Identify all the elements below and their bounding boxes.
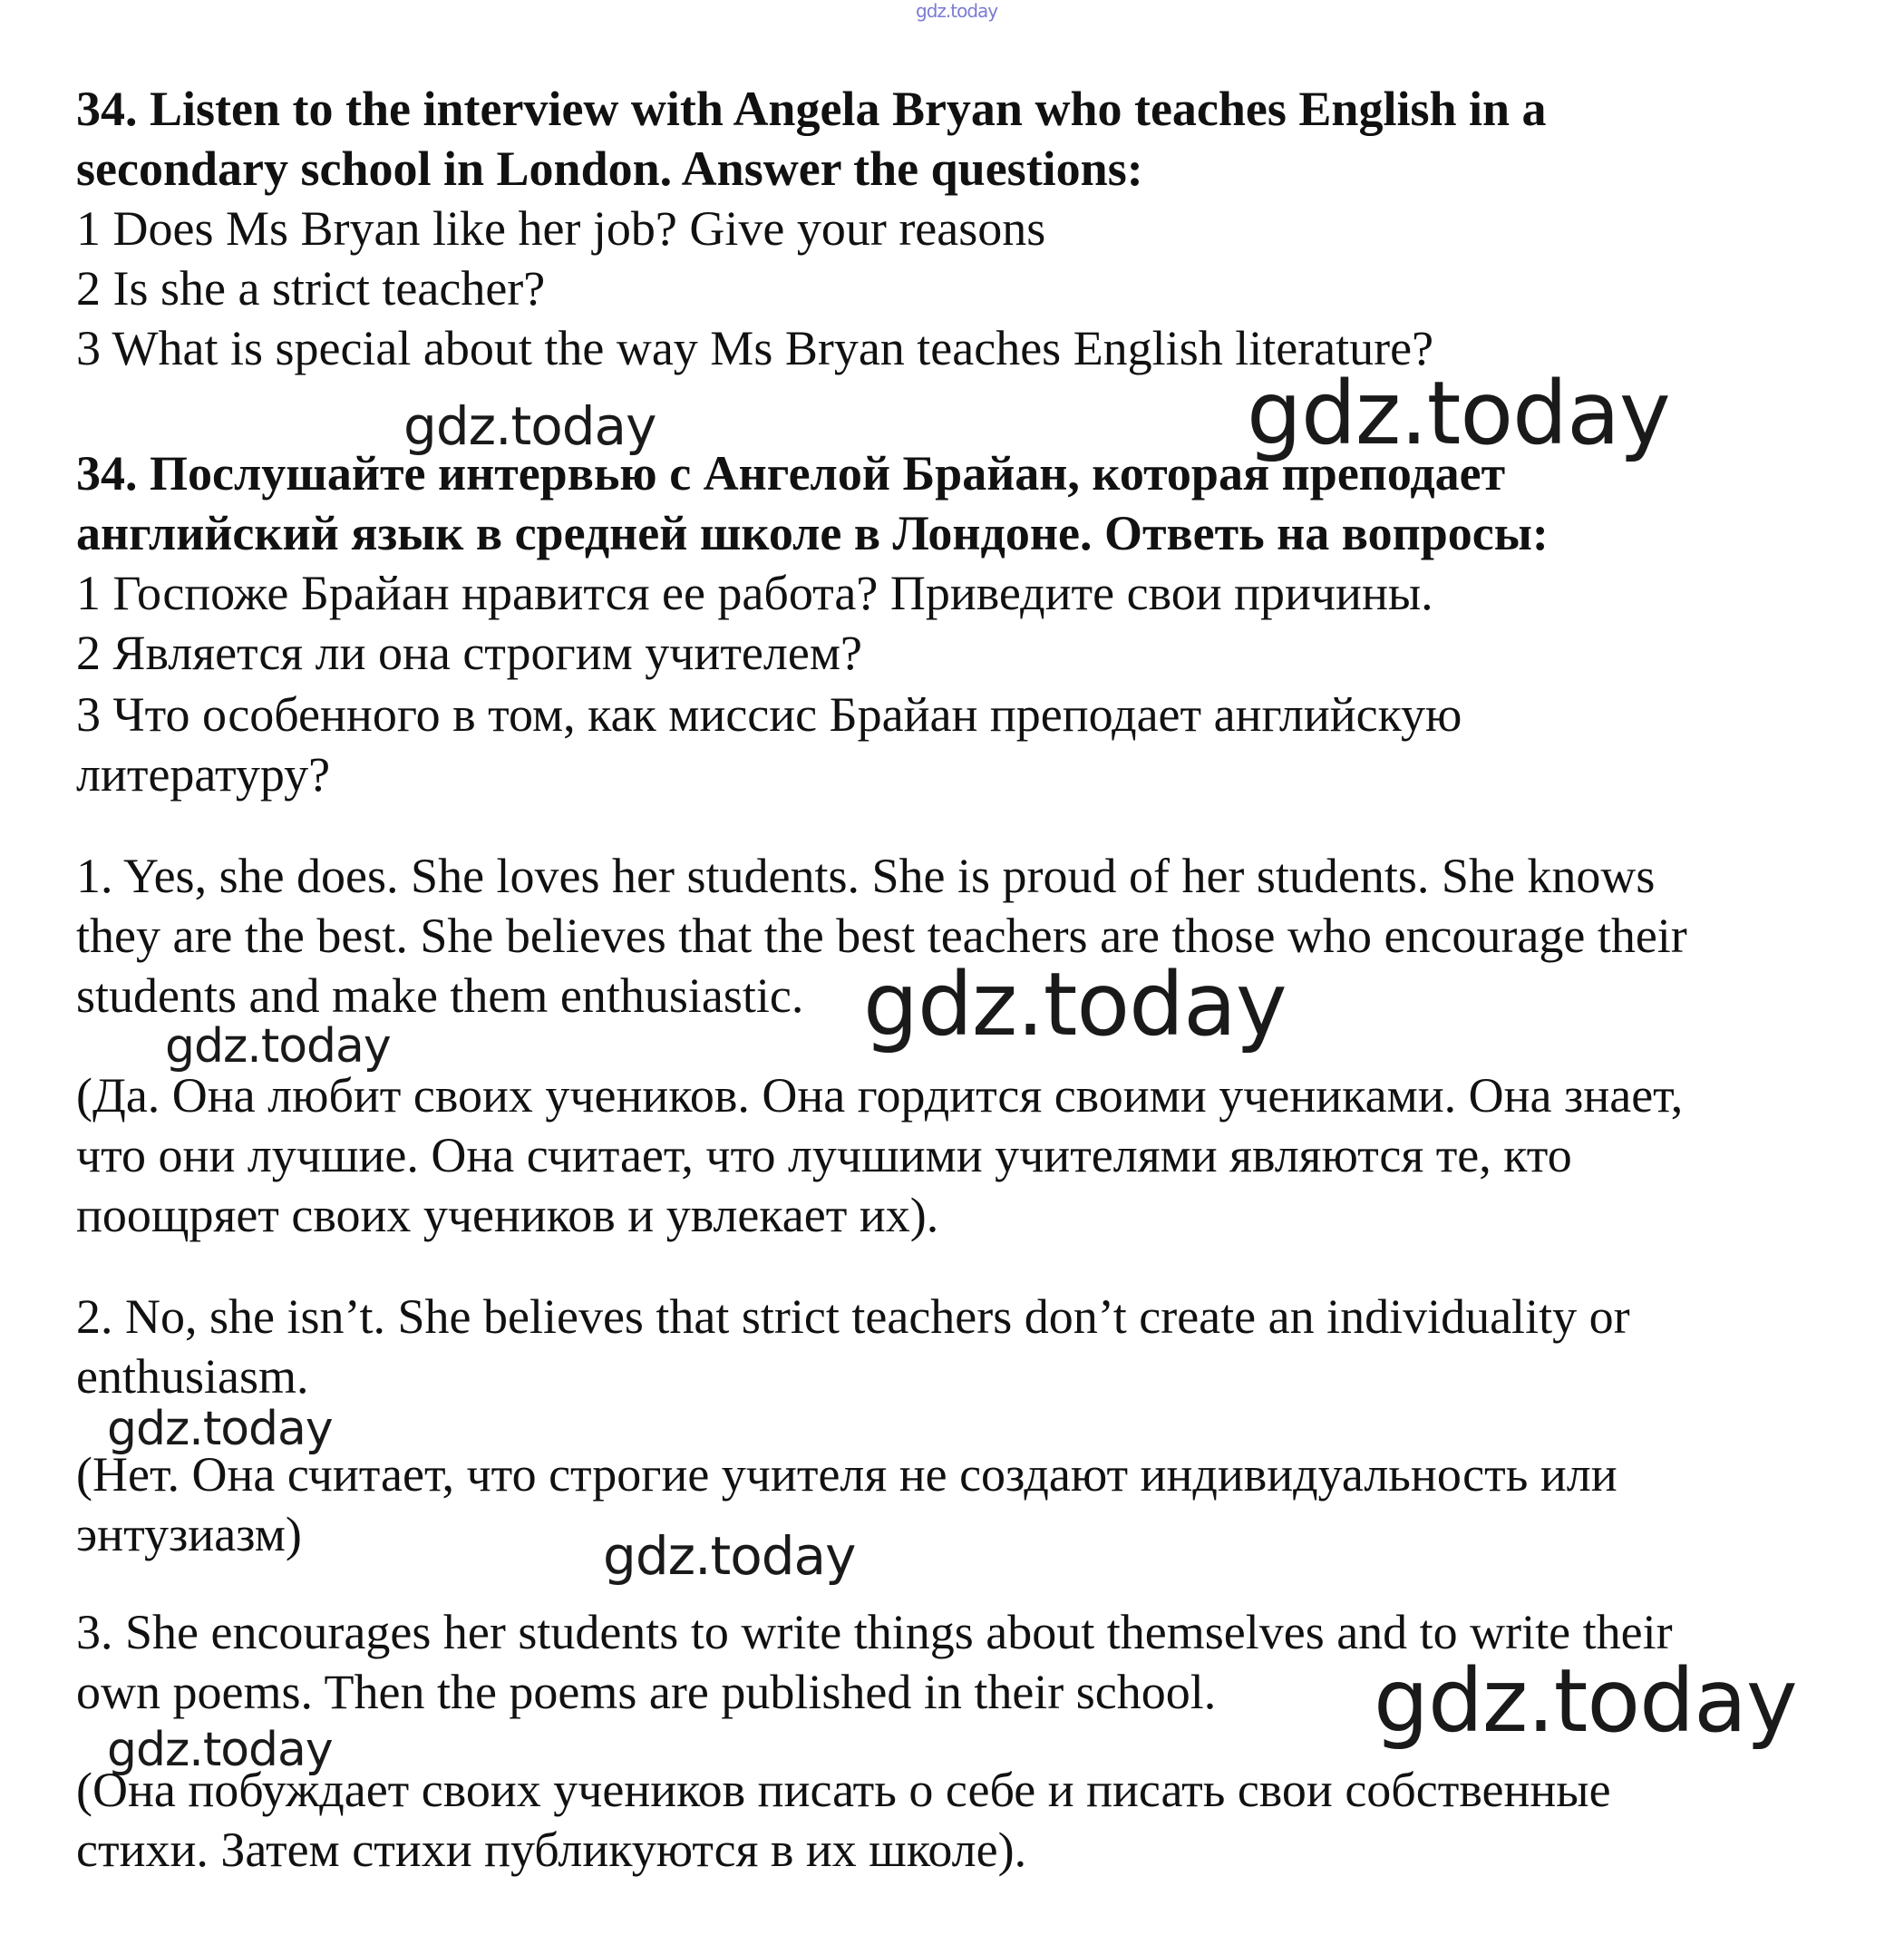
watermark: gdz.today	[165, 1019, 391, 1074]
task-ru-question-3: 3 Что особенного в том, как миссис Брайан преподает английскую	[76, 687, 1462, 742]
watermark: gdz.today	[107, 1402, 333, 1456]
answer-1-ru-line-2: что они лучшие. Она считает, что лучшими учителями являются те, кто	[76, 1128, 1572, 1182]
watermark: gdz.today	[603, 1525, 856, 1587]
watermark-top: gdz.today	[916, 0, 998, 22]
answer-1-en-line-1: 1. Yes, she does. She loves her students. She is proud of her students. She knows	[76, 849, 1656, 903]
answer-2-en-line-2: enthusiasm.	[76, 1349, 309, 1404]
task-ru-question-3-cont: литературу?	[76, 747, 331, 802]
answer-3-en-line-2: own poems. Then the poems are published in their school.	[76, 1665, 1217, 1719]
task-ru-question-1: 1 Госпоже Брайан нравится ее работа? Приведите свои причины.	[76, 566, 1433, 620]
answer-1-en-line-3: students and make them enthusiastic.	[76, 968, 804, 1023]
task-ru-question-2: 2 Является ли она строгим учителем?	[76, 626, 862, 680]
answer-3-en-line-1: 3. She encourages her students to write things about themselves and to write their	[76, 1605, 1673, 1659]
answer-1-ru-line-1: (Да. Она любит своих учеников. Она гордится своими учениками. Она знает,	[76, 1068, 1684, 1123]
watermark: gdz.today	[1374, 1650, 1797, 1752]
answer-2-ru-line-2: энтузиазм)	[76, 1507, 302, 1561]
task-en-question-2: 2 Is she a strict teacher?	[76, 261, 546, 316]
watermark: gdz.today	[1247, 363, 1670, 464]
answer-2-ru-line-1: (Нет. Она считает, что строгие учителя не создают индивидуальность или	[76, 1447, 1617, 1502]
task-ru-heading-line-2: английский язык в средней школе в Лондоне. Ответь на вопросы:	[76, 506, 1549, 560]
answer-1-en-line-2: they are the best. She believes that the best teachers are those who encourage their	[76, 909, 1687, 963]
task-ru-heading-line-1: 34. Послушайте интервью с Ангелой Брайан, которая преподает	[76, 446, 1506, 501]
answer-1-ru-line-3: поощряет своих учеников и увлекает их).	[76, 1188, 939, 1242]
answer-3-ru-line-1: (Она побуждает своих учеников писать о себе и писать свои собственные	[76, 1763, 1611, 1817]
watermark: gdz.today	[863, 954, 1287, 1055]
watermark: gdz.today	[403, 395, 656, 457]
answer-2-en-line-1: 2. No, she isn’t. She believes that strict teachers don’t create an individuality or	[76, 1289, 1630, 1344]
task-en-question-3: 3 What is special about the way Ms Bryan teaches English literature?	[76, 321, 1434, 375]
watermark: gdz.today	[107, 1723, 333, 1777]
task-en-heading-line-1: 34. Listen to the interview with Angela Bryan who teaches English in a	[76, 82, 1547, 136]
task-en-question-1: 1 Does Ms Bryan like her job? Give your reasons	[76, 201, 1046, 256]
answer-3-ru-line-2: стихи. Затем стихи публикуются в их школе).	[76, 1823, 1027, 1877]
task-en-heading-line-2: secondary school in London. Answer the questions:	[76, 141, 1143, 196]
